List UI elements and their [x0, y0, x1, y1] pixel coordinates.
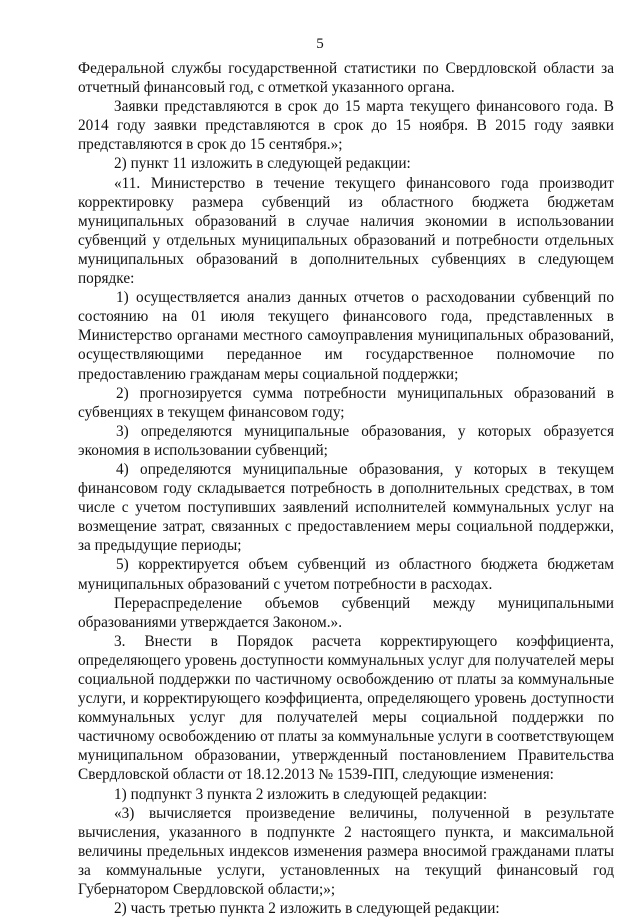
- document-body: [78, 59, 614, 918]
- paragraph-subitem-3: 3) определяются муниципальные образования, у которых образуется экономия в использовании субвенций;: [78, 422, 614, 459]
- paragraph-subitem-5: 5) корректируется объем субвенций из областного бюджета бюджетам муниципальных образований с учетом потребности в расходах.: [78, 556, 614, 593]
- paragraph-subitem-2: 2) прогнозируется сумма потребности муниципальных образований в субвенциях в текущем финансовом году;: [78, 384, 614, 421]
- paragraph-redistribution: Перераспределение объемов субвенций между муниципальными образованиями утверждается Законом.».: [78, 594, 614, 631]
- page-number: 5: [316, 36, 324, 52]
- paragraph-subitem-4: 4) определяются муниципальные образования, у которых в текущем финансовом году складывается потребность в дополнительных средствах, в том числе с учетом поступивших заявлений исполнителей коммунальных услуг на возмещение затрат, связанных с предоставлением меры социальной поддержки, за предыдущие периоды;: [78, 460, 614, 555]
- paragraph-item-2-header: 2) пункт 11 изложить в следующей редакции:: [114, 155, 411, 173]
- paragraph-subitem-1: 1) осуществляется анализ данных отчетов о расходовании субвенций по состоянию на 01 июля текущего финансового года, представленных в Министерство органами местного самоуправления муниципальных образований, осуществляющими переданное им государственное полномочие по предоставлению гражданам меры социальной поддержки;: [78, 289, 614, 383]
- paragraph-continuation: Федеральной службы государственной статистики по Свердловской области за отчетный финансовый год, с отметкой указанного органа.: [78, 60, 614, 97]
- paragraph-section-3-item-1: 1) подпункт 3 пункта 2 изложить в следующей редакции:: [114, 785, 488, 803]
- paragraph-section-3-item-2: 2) часть третью пункта 2 изложить в следующей редакции:: [114, 900, 500, 918]
- paragraph-applications-deadline: Заявки представляются в срок до 15 марта текущего финансового года. В 2014 году заявки представляются в срок до 15 ноября. В 2015 году заявки представляются в срок до 15 сентября.»;: [78, 98, 614, 154]
- paragraph-subpoint-3-quote: «3) вычисляется произведение величины, полученной в результате вычисления, указанного в подпункте 2 настоящего пункта, и максимальной величины предельных индексов изменения размера вносимой гражданами платы за коммунальные услуги, установленных на текущий финансовый год Губернатором Свердловской области;»;: [78, 804, 614, 899]
- paragraph-clause-11: «11. Министерство в течение текущего финансового года производит корректировку размера субвенций из областного бюджета бюджетам муниципальных образований в случае наличия экономии в использовании субвенций у отдельных муниципальных образований и потребности отдельных муниципальных образований в дополнительных субвенциях в следующем порядке:: [78, 174, 614, 288]
- paragraph-section-3: 3. Внести в Порядок расчета корректирующего коэффициента, определяющего уровень доступности коммунальных услуг для получателей меры социальной поддержки по частичному освобождению от платы за коммунальные услуги, и корректирующего коэффициента, определяющего уровень доступности коммунальных услуг для получателей меры социальной поддержки по частичному освобождению от платы за коммунальные услуги в соответствующем муниципальном образовании, утвержденный постановлением Правительства Свердловской области от 18.12.2013 № 1539-ПП, следующие изменения:: [78, 632, 614, 784]
